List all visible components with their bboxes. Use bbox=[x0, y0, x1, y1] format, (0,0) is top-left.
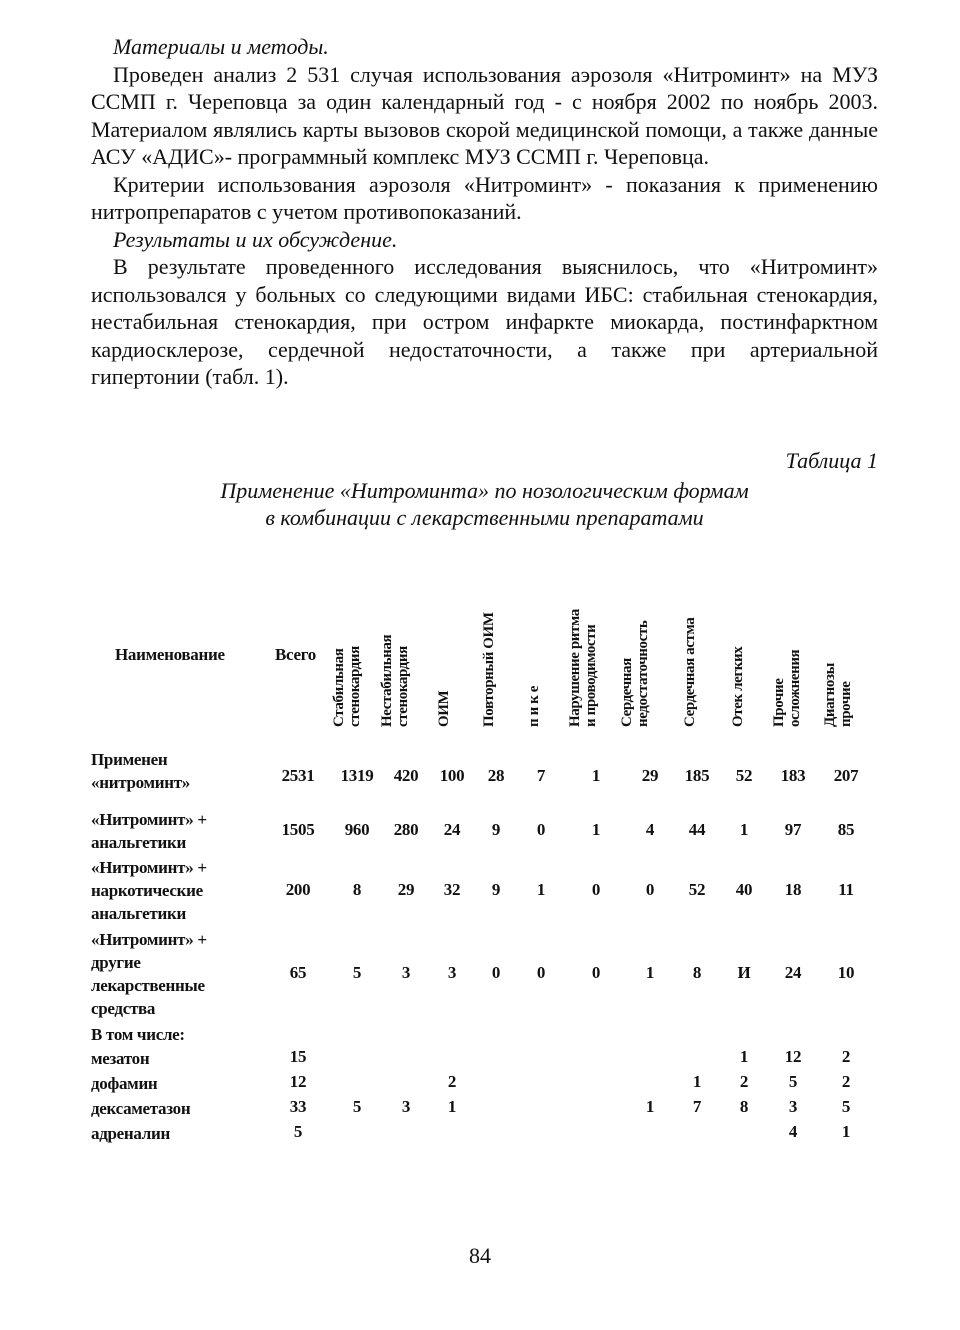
table-cell: 2 bbox=[841, 1047, 851, 1066]
table-cell: 1 bbox=[841, 1122, 851, 1141]
row-label bbox=[91, 1097, 190, 1120]
table-cell: 0 bbox=[591, 963, 601, 982]
table-cell: 3 bbox=[788, 1097, 798, 1116]
column-header-line: прочие bbox=[838, 681, 854, 727]
paragraph-criteria: Критерии использования аэрозоля «Нитроминт» - показания к применению нитропрепаратов с учетом противопоказаний. bbox=[91, 171, 878, 224]
table-cell: 1 bbox=[739, 820, 749, 839]
column-header-line: п и к е bbox=[526, 685, 542, 727]
column-header-line: Прочие bbox=[771, 678, 787, 727]
column-header-line: Повторный ОИМ bbox=[481, 612, 497, 727]
row-label-line: «нитроминт» bbox=[91, 773, 190, 792]
table-number: Таблица 1 bbox=[785, 448, 878, 473]
table-cell: 32 bbox=[443, 880, 461, 899]
table-cell: 3 bbox=[447, 963, 457, 982]
table-cell: 8 bbox=[352, 880, 362, 899]
table-cell: 2531 bbox=[281, 766, 315, 785]
row-label-line: наркотические bbox=[91, 881, 203, 900]
table-cell: 100 bbox=[439, 766, 465, 785]
column-header-line: и проводимости bbox=[583, 624, 599, 727]
row-label-line: адреналин bbox=[91, 1124, 170, 1143]
column-header-1 bbox=[331, 646, 363, 727]
column-header-9 bbox=[730, 647, 746, 727]
table-cell: 65 bbox=[289, 963, 307, 982]
table-cell: 5 bbox=[293, 1122, 303, 1141]
table-cell: 1 bbox=[536, 880, 546, 899]
row-label-line: средства bbox=[91, 999, 156, 1018]
table-cell: 1505 bbox=[281, 820, 315, 839]
table-cell: 5 bbox=[352, 1097, 362, 1116]
table-cell: 1 bbox=[645, 1097, 655, 1116]
row-label bbox=[91, 856, 207, 925]
column-header-6 bbox=[567, 609, 599, 727]
column-header-line: Стабильная bbox=[331, 648, 347, 727]
row-label bbox=[91, 748, 190, 794]
table-cell: 28 bbox=[487, 766, 505, 785]
paragraph-analysis: Проведен анализ 2 531 случая использования аэрозоля «Нитроминт» на МУЗ ССМП г. Череповца за один календарный год - с ноября 2002 по ноябрь 2003. Материалом являлись карты вызовов скорой медицинской помощи, а также данные АСУ «АДИС»- программный комплекс МУЗ ССМП г. Череповца. bbox=[91, 61, 878, 169]
row-label bbox=[91, 808, 207, 854]
table-cell: 15 bbox=[289, 1047, 307, 1066]
table-cell: 18 bbox=[784, 880, 802, 899]
table-cell: 1 bbox=[692, 1072, 702, 1091]
row-label-line: мезатон bbox=[91, 1049, 150, 1068]
column-header-line: осложнения bbox=[787, 649, 803, 727]
table-cell: 0 bbox=[491, 963, 501, 982]
table-cell: 8 bbox=[692, 963, 702, 982]
table-cell: 24 bbox=[443, 820, 461, 839]
column-header-line: недостаточность bbox=[635, 620, 651, 727]
column-header-line: Диагнозы bbox=[822, 663, 838, 727]
table-cell: 11 bbox=[838, 880, 854, 899]
column-header-4 bbox=[481, 612, 497, 727]
column-header-10 bbox=[771, 650, 803, 727]
row-label-line: «Нитроминт» + bbox=[91, 858, 207, 877]
table-cell: 24 bbox=[784, 963, 802, 982]
table-cell: 4 bbox=[788, 1122, 798, 1141]
table-cell: 1319 bbox=[340, 766, 374, 785]
page-number: 84 bbox=[469, 1243, 491, 1268]
table-title-line-2: в комбинации с лекарственными препаратами bbox=[265, 505, 704, 530]
table-cell: 1 bbox=[591, 766, 601, 785]
row-label-line: дофамин bbox=[91, 1074, 158, 1093]
row-label-line: Применен bbox=[91, 750, 168, 769]
row-label-line: другие bbox=[91, 953, 141, 972]
row-label bbox=[91, 1122, 170, 1145]
column-header-line: Сердечная астма bbox=[682, 617, 698, 727]
column-header-line: Сердечная bbox=[619, 658, 635, 727]
row-label-line: анальгетики bbox=[91, 833, 186, 852]
header-total: Всего bbox=[275, 645, 316, 664]
paragraph-results: В результате проведенного исследования выяснилось, что «Нитроминт» использовался у больных со следующими видами ИБС: стабильная стенокардия, нестабильная стенокардия, при остром инфаркте миокарда, постинфарктном кардиосклерозе, сердечной недостаточности, а также при артериальной гипертонии (табл. 1). bbox=[91, 254, 878, 389]
column-header-5 bbox=[526, 686, 542, 727]
column-header-7 bbox=[619, 621, 651, 727]
section-heading-methods: Материалы и методы. bbox=[113, 34, 329, 59]
table-cell: 1 bbox=[739, 1047, 749, 1066]
table-cell: 52 bbox=[688, 880, 706, 899]
table-cell: 29 bbox=[641, 766, 659, 785]
table-cell: 5 bbox=[841, 1097, 851, 1116]
table-cell: 4 bbox=[645, 820, 655, 839]
table-cell: 9 bbox=[491, 880, 501, 899]
table-cell: 7 bbox=[536, 766, 546, 785]
column-header-8 bbox=[682, 618, 698, 727]
table-cell: 960 bbox=[344, 820, 370, 839]
table-cell: 420 bbox=[393, 766, 419, 785]
row-label bbox=[91, 1047, 149, 1070]
table-cell: И bbox=[737, 963, 751, 982]
table-cell: 12 bbox=[784, 1047, 802, 1066]
row-label-line: В том числе: bbox=[91, 1025, 185, 1044]
row-label-line: «Нитроминт» + bbox=[91, 810, 207, 829]
section-heading-results: Результаты и их обсуждение. bbox=[113, 226, 398, 252]
table-cell: 7 bbox=[692, 1097, 702, 1116]
row-label bbox=[91, 1072, 157, 1095]
table-cell: 0 bbox=[591, 880, 601, 899]
table-cell: 2 bbox=[447, 1072, 457, 1091]
table-cell: 3 bbox=[401, 1097, 411, 1116]
table-cell: 1 bbox=[447, 1097, 457, 1116]
row-label bbox=[91, 928, 207, 1020]
table-cell: 40 bbox=[735, 880, 753, 899]
column-header-line: стенокардия bbox=[395, 646, 411, 727]
row-label-line: «Нитроминт» + bbox=[91, 930, 207, 949]
table-cell: 2 bbox=[739, 1072, 749, 1091]
table-cell: 29 bbox=[397, 880, 415, 899]
row-label bbox=[91, 1023, 185, 1046]
table-cell: 12 bbox=[289, 1072, 307, 1091]
table-cell: 280 bbox=[393, 820, 419, 839]
row-label-line: анальгетики bbox=[91, 904, 186, 923]
column-header-line: Нарушение ритма bbox=[567, 609, 583, 727]
column-header-line: Отек легких bbox=[730, 646, 746, 727]
table-cell: 97 bbox=[784, 820, 802, 839]
table-cell: 0 bbox=[536, 963, 546, 982]
table-cell: 207 bbox=[833, 766, 859, 785]
column-header-11 bbox=[822, 663, 854, 727]
column-header-line: ОИМ bbox=[436, 690, 452, 727]
column-header-2 bbox=[379, 635, 411, 727]
table-cell: 200 bbox=[285, 880, 311, 899]
table-cell: 85 bbox=[837, 820, 855, 839]
table-cell: 1 bbox=[645, 963, 655, 982]
table-cell: 33 bbox=[289, 1097, 307, 1116]
column-header-3 bbox=[436, 691, 452, 727]
table-cell: 8 bbox=[739, 1097, 749, 1116]
table-cell: 2 bbox=[841, 1072, 851, 1091]
header-name: Наименование bbox=[115, 645, 225, 664]
table-cell: 5 bbox=[352, 963, 362, 982]
table-cell: 185 bbox=[684, 766, 710, 785]
table-cell: 9 bbox=[491, 820, 501, 839]
table-cell: 0 bbox=[645, 880, 655, 899]
table-title-line-1: Применение «Нитроминта» по нозологическим формам bbox=[220, 478, 749, 503]
row-label-line: лекарственные bbox=[91, 976, 205, 995]
table-cell: 52 bbox=[735, 766, 753, 785]
table-cell: 5 bbox=[788, 1072, 798, 1091]
table-cell: 44 bbox=[688, 820, 706, 839]
table-cell: 10 bbox=[837, 963, 855, 982]
table-cell: 3 bbox=[401, 963, 411, 982]
table-cell: 1 bbox=[591, 820, 601, 839]
table-cell: 183 bbox=[780, 766, 806, 785]
row-label-line: дексаметазон bbox=[91, 1099, 191, 1118]
column-header-line: Нестабильная bbox=[379, 634, 395, 727]
table-cell: 0 bbox=[536, 820, 546, 839]
column-header-line: стенокардия bbox=[347, 646, 363, 727]
